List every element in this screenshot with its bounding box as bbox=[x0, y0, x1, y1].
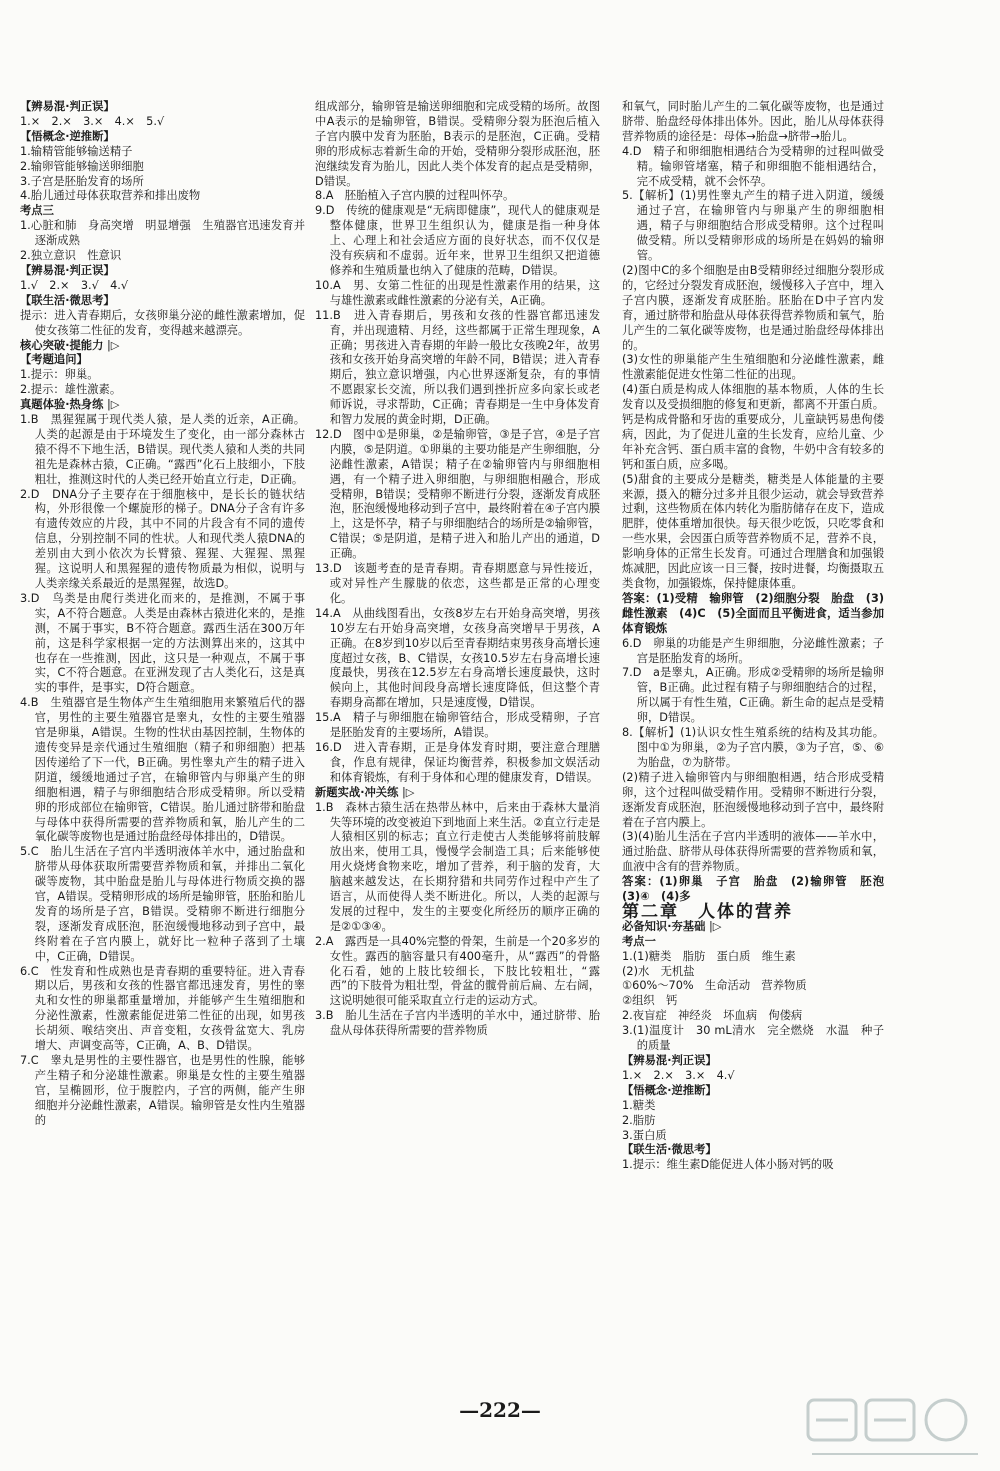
text-line: 1.√ 2.× 3.√ 4.√ bbox=[20, 278, 129, 292]
answer-item: 3.(1)温度计 30 mL清水 完全燃烧 水温 种子的质量 bbox=[622, 1024, 884, 1053]
answer-item: 7.D a是睾丸，A正确。形成②受精卵的场所是输卵管，B正确。此过程有精子与卵细胞结合的过程，所以属于有性生殖，C正确。新生命的起点是受精卵，D错误。 bbox=[622, 666, 884, 725]
column-right bbox=[622, 100, 896, 1173]
subsection-label: 【辨易混·判正误】 bbox=[622, 1054, 717, 1067]
answer-item: 12.D 图中①是卵巢，②是输卵管，③是子宫，④是子宫内膜，⑤是阴道。①卵巢的主要功能是产生卵细胞，分泌雌性激素，A错误；精子在②输卵管内与卵细胞相遇，有一个精子进入卵细胞，与卵细胞相融合，形成受精卵，B错误；受精卵不断进行分裂，逐渐发育成胚泡，胚泡缓慢地移动到子宫中，最终附着在④子宫内膜上，这是怀孕，精子与卵细胞结合的场所是②输卵管，C错误；⑤是阴道，是精子进入和胎儿产出的通道，D正确。 bbox=[315, 427, 600, 561]
answer-item: 4.D 精子和卵细胞相遇结合为受精卵的过程叫做受精。输卵管堵塞，精子和卵细胞不能相遇结合，完不成受精，就不会怀孕。 bbox=[622, 144, 884, 188]
answer-item: 7.C 睾丸是男性的主要性器官，也是男性的性腺，能够产生精子和分泌雄性激素。卵巢是女性的主要生殖器官，呈椭圆形，位于腹腔内，子宫的两侧，能产生卵细胞并分泌雌性激素，A错误。输卵管是女性内生殖器的 bbox=[20, 1054, 305, 1127]
text-line: 3.蛋白质 bbox=[622, 1128, 667, 1142]
answer-item: 3.D 鸟类是由爬行类进化而来的，是推测，不属于事实，A不符合题意。人类是由森林古猿进化来的，是推测，不属于事实，B不符合题意。露西生活在300万年前，这是科学家根据一定的方法测算出来的，这其中也存在一些推测，因此，这只是一种观点，不属于事实，C不符合题意。在亚洲发现了古人类化石，这是真实的事件，是事实，D符合题意。 bbox=[20, 591, 305, 695]
answer-item: 14.A 从曲线图看出，女孩8岁左右开始身高突增，男孩10岁左右开始身高突增，女孩身高突增早于男孩，A正确。在8岁到10岁以后至青春期结束男孩身高增长速度超过女孩，B、C错误，女孩10.5岁左右身高增长速度最快，男孩在12.5岁左右身高增长速度最快，这时候向上，其他时间段身高增长速度降低，但这整个青春期身高都在增加，只是速度慢，D错误。 bbox=[315, 606, 600, 710]
section-arrow-icon: |▷ bbox=[705, 919, 722, 933]
text-line: 1.(1)糖类 脂肪 蛋白质 维生素 bbox=[622, 949, 796, 963]
answer-line: 答案：(1)受精 输卵管 (2)细胞分裂 胎盘 (3)雌性激素 (4)C (5)全面而且平衡进食，适当参加体育锻炼 bbox=[622, 591, 884, 635]
text-line: 2.夜盲症 神经炎 坏血病 佝偻病 bbox=[622, 1009, 803, 1023]
subsection-label: 【悟概念·逆推断】 bbox=[622, 1083, 717, 1097]
text-line: 3.子宫是胚胎发育的场所 bbox=[20, 174, 144, 188]
answer-item: 15.A 精子与卵细胞在输卵管结合，形成受精卵，子宫是胚胎发育的主要场所，A错误。 bbox=[315, 711, 600, 740]
text-line: (2)水 无机盐 bbox=[622, 964, 695, 978]
text-line: (3)(4)胎儿生活在子宫内半透明的液体——羊水中，通过胎盘、脐带从母体获得所需要的营养物质和氧，血液中含有的营养物质。 bbox=[622, 830, 884, 874]
text-line: 1.× 2.× 3.× 4.× 5.√ bbox=[20, 114, 165, 128]
answer-item: 1.B 黑猩猩属于现代类人猿，是人类的近亲，A正确。人类的起源是由于环境发生了变化，由一部分森林古猿不得不下地生活，B错误。现代类人猿和人类的共同祖先是森林古猿，C正确。“露西”化石上肢细小，下肢粗壮，推测这时代的人类已经开始直立行走，D正确。 bbox=[20, 413, 305, 486]
answer-item: 6.D 卵巢的功能是产生卵细胞，分泌雌性激素；子宫是胚胎发育的场所。 bbox=[622, 636, 884, 665]
text-line: 2.输卵管能够输送卵细胞 bbox=[20, 159, 144, 173]
topic-heading: 考点三 bbox=[20, 204, 54, 218]
subsection-label: 【联生活·微思考】 bbox=[622, 1143, 717, 1157]
answer-item: 10.A 男、女第二性征的出现是性激素作用的结果，这与雄性激素或雌性激素的分泌有关，A正确。 bbox=[315, 278, 600, 307]
answer-item: 5.C 胎儿生活在子宫内半透明液体羊水中，通过胎盘和脐带从母体获取所需要营养物质和氧，并排出二氧化碳等废物，其中胎盘是胎儿与母体进行物质交换的器官，A错误。受精卵形成的场所是输卵管，胚胎和胎儿发育的场所是子宫，B错误。受精卵不断进行细胞分裂，逐渐发育成胚泡，胚泡缓慢地移动到子宫中，最终附着在子宫内膜上，就好比一粒种子落到了土壤中，C正确，D错误。 bbox=[20, 845, 305, 963]
section-heading: 核心突破·提能力 bbox=[20, 338, 104, 352]
answer-item: 提示：进入青春期后，女孩卵巢分泌的雌性激素增加，促使女孩第二性征的发育，变得越来越漂亮。 bbox=[20, 308, 305, 337]
text-line: (5)甜食的主要成分是糖类，糖类是人体能量的主要来源，摄入的糖分过多并且很少运动，就会导致营养过剩，这些物质在体内转化为脂肪储存在皮下，造成肥胖，使体重增加很快。每天很少吃饭，只吃零食和一些水果，会因蛋白质等营养物质不足，营养不良，影响身体的正常生长发育。可通过合理膳食和加强锻炼减肥，因此应该一日三餐，按时进餐，均衡摄取五类食物，加强锻炼，保持健康体重。 bbox=[622, 472, 884, 590]
answer-item: 6.C 性发育和性成熟也是青春期的重要特征。进入青春期以后，男孩和女孩的性器官都迅速发育，男性的睾丸和女性的卵巢都重量增加，并能够产生生殖细胞和分泌性激素，性激素能促进第二性征的出现，如男孩长胡须、喉结突出、声音变粗，女孩骨盆宽大、乳房增大、声调变高等，C正确，A、B、D错误。 bbox=[20, 964, 305, 1053]
text-line: (2)图中C的多个细胞是由B受精卵经过细胞分裂形成的，它经过分裂发育成胚泡，缓慢移入子宫中，埋入子宫内膜，逐渐发育成胚胎。胚胎在D中子宫内发育，通过脐带和胎盘从母体获得营养物质和氧气，胎儿产生的二氧化碳等废物，也是通过胎盘经母体排出的。 bbox=[622, 263, 884, 352]
watermark-logo bbox=[806, 1396, 986, 1464]
text-line: (2)精子进入输卵管内与卵细胞相遇，结合形成受精卵，这个过程叫做受精作用。受精卵不断进行分裂，逐渐发育成胚泡，胚泡缓慢地移动到子宫中，最终附着在子宫内膜上。 bbox=[622, 770, 884, 829]
topic-heading: 考点一 bbox=[622, 934, 656, 948]
text-line: 组成部分，输卵管是输送卵细胞和完成受精的场所。故图中A表示的是输卵管，B错误。受精卵分裂为胚泡后植入子宫内膜中发育为胚胎，B表示的是胚泡，C正确。受精卵的形成标志着新生命的开始，受精卵分裂形成胚泡，胚泡继续发育为胎儿，因此人类个体发育的起点是受精卵，D错误。 bbox=[315, 100, 600, 188]
text-line: ②组织 钙 bbox=[622, 994, 678, 1008]
text-line: 1.× 2.× 3.× 4.√ bbox=[622, 1068, 735, 1082]
section-heading: 必备知识·夯基础 bbox=[622, 919, 706, 933]
page-number: —222— bbox=[459, 1398, 541, 1422]
answer-item: 1.提示：维生素D能促进人体小肠对钙的吸 bbox=[622, 1158, 834, 1172]
answer-item: 11.B 进入青春期后，男孩和女孩的性器官都迅速发育，并出现遗精、月经，这些都属于正常生理现象，A正确；男孩进入青春期的年龄一般比女孩晚2年，故男孩和女孩开始身高突增的年龄不同，B错误；进入青春期后，独立意识增强，内心世界逐渐复杂，有的事情不愿跟家长交流，所以我们遇到挫折应多向家长或老师诉说，寻求帮助，C正确；青春期是一生中身体发育和智力发展的黄金时期，D正确。 bbox=[315, 308, 600, 427]
text-line: 2.提示：雄性激素。 bbox=[20, 383, 122, 397]
chapter-title: 第二章 人体的营养 bbox=[622, 901, 793, 922]
text-line: 2.脂肪 bbox=[622, 1113, 656, 1127]
text-line: 1.糖类 bbox=[622, 1098, 656, 1112]
section-arrow-icon: |▷ bbox=[398, 785, 415, 799]
subsection-label: 【考题追问】 bbox=[20, 353, 88, 367]
text-line: 和氧气，同时胎儿产生的二氧化碳等废物，也是通过脐带、胎盘经母体排出体外。因此，胎儿从母体获得营养物质的途径是：母体→胎盘→脐带→胎儿。 bbox=[622, 100, 884, 143]
section-heading: 新题实战·冲关练 bbox=[315, 785, 399, 799]
subsection-label: 【联生活·微思考】 bbox=[20, 293, 115, 307]
answer-item: 9.D 传统的健康观是“无病即健康”，现代人的健康观是整体健康，世界卫生组织认为，健康是指一种身体上、心理上和社会适应方面的良好状态，而不仅仅是没有疾病和不虚弱。近年来，世界卫生组织又把道德修养和生殖质量也纳入了健康的范畴，D错误。 bbox=[315, 204, 600, 277]
section-arrow-icon: |▷ bbox=[103, 338, 120, 352]
answer-item: 16.D 进入青春期，正是身体发育时期，要注意合理膳食，作息有规律，保证均衡营养，积极参加文娱活动和体育锻炼，有利于身体和心理的健康发育，D错误。 bbox=[315, 740, 600, 784]
text-line: 1.提示：卵巢。 bbox=[20, 368, 99, 382]
text-line: 2.独立意识 性意识 bbox=[20, 249, 122, 263]
section-arrow-icon: |▷ bbox=[103, 398, 120, 412]
text-line: (3)女性的卵巢能产生生殖细胞和分泌雌性激素，雌性激素能促进女性第二性征的出现。 bbox=[622, 353, 884, 382]
answer-item: 8.A 胚胎植入子宫内膜的过程叫怀孕。 bbox=[315, 189, 515, 203]
text-line: (4)蛋白质是构成人体细胞的基本物质，人体的生长发育以及受损细胞的修复和更新，都离不开蛋白质。钙是构成骨骼和牙齿的重要成分，儿童缺钙易患佝偻病，因此，为了促进儿童的生长发育，应给儿童、少年补充含钙、蛋白质丰富的食物，牛奶中含有较多的钙和蛋白质，应多喝。 bbox=[622, 383, 884, 471]
answer-line: 答案：(1)卵巢 子宫 胎盘 (2)输卵管 胚泡 (3)④ (4)多 bbox=[622, 875, 896, 904]
section-heading: 真题体验·热身练 bbox=[20, 398, 104, 412]
subsection-label: 【辨易混·判正误】 bbox=[20, 263, 115, 277]
text-line: ①60%～70% 生命活动 营养物质 bbox=[622, 979, 807, 993]
subsection-label: 【辨易混·判正误】 bbox=[20, 100, 115, 113]
answer-item: 1.B 森林古猿生活在热带丛林中，后来由于森林大量消失等环境的改变被迫下到地面上来生活。②直立行走是人猿相区别的标志；直立行走使古人类能够将前肢解放出来，使用工具，慢慢学会制造工具；后来能够使用火烧烤食物来吃，增加了营养，利于脑的发育，大脑越来越发达，在长期狩猎和共同劳作过程中产生了语言，从而使得人类不断进化。所以，人类的起源与发展的过程中，发生的主要变化所经历的顺序正确的是②①③④。 bbox=[315, 800, 600, 933]
column-middle bbox=[315, 100, 600, 1039]
answer-item: 8.【解析】(1)认识女性生殖系统的结构及其功能。图中①为卵巢，②为子宫内膜，③为子宫，⑤、⑥为胎盘，⑦为脐带。 bbox=[622, 726, 884, 769]
answer-item: 3.B 胎儿生活在子宫内半透明的羊水中，通过脐带、胎盘从母体获得所需要的营养物质 bbox=[315, 1009, 600, 1038]
answer-item: 4.B 生殖器官是生物体产生生殖细胞用来繁殖后代的器官，男性的主要生殖器官是睾丸，女性的主要生殖器官是卵巢，A错误。生物的性状由基因控制，生物体的遗传变异是亲代通过生殖细胞（精子和卵细胞）把基因传递给了下一代，B正确。男性睾丸产生的精子进入阴道，缓缓地通过子宫，在输卵管内与卵巢产生的卵细胞相遇，精子与卵细胞结合形成受精卵。所以受精卵的形成部位在输卵管，C错误。胎儿通过脐带和胎盘与母体中获得所需要的营养物质和氧，胎儿产生的二氧化碳等废物也是通过胎盘经母体排出的，D错误。 bbox=[20, 696, 305, 844]
subsection-label: 【悟概念·逆推断】 bbox=[20, 129, 115, 143]
answer-item: 13.D 该题考查的是青春期。青春期愿意与异性接近，或对异性产生朦胧的依恋，这些都是正常的心理变化。 bbox=[315, 562, 600, 605]
answer-item: 2.D DNA分子主要存在于细胞核中，是长长的链状结构，外形很像一个螺旋形的梯子。DNA分子含有许多有遗传效应的片段，其中不同的片段含有不同的遗传信息，分别控制不同的性状。人和现代类人猿DNA的差别由大到小依次为长臂猿、猩猩、大猩猩、黑猩猩。这说明人和黑猩猩的遗传物质最为相似，说明与人类亲缘关系最近的是黑猩猩，故选D。 bbox=[20, 487, 305, 590]
answer-item: 2.A 露西是一具40%完整的骨架，生前是一个20多岁的女性。露西的脑容量只有400毫升，从“露西”的骨骼化石看，她的上肢比较细长，下肢比较粗壮，“露西”的下肢骨为粗壮型，骨盆的髋骨前后扁、左右阔，这说明她很可能采取直立行走的运动方式。 bbox=[315, 934, 600, 1008]
answer-item: 1.心脏和肺 身高突增 明显增强 生殖器官迅速发育并逐渐成熟 bbox=[20, 219, 305, 248]
column-left bbox=[20, 100, 305, 1129]
text-line: 1.输精管能够输送精子 bbox=[20, 144, 133, 158]
text-line: 4.胎儿通过母体获取营养和排出废物 bbox=[20, 189, 201, 203]
answer-item: 5.【解析】(1)男性睾丸产生的精子进入阴道，缓缓通过子宫，在输卵管内与卵巢产生的卵细胞相遇，精子与卵细胞结合形成受精卵。这个过程叫做受精。所以受精卵形成的场所是在妈妈的输卵管。 bbox=[622, 189, 884, 263]
